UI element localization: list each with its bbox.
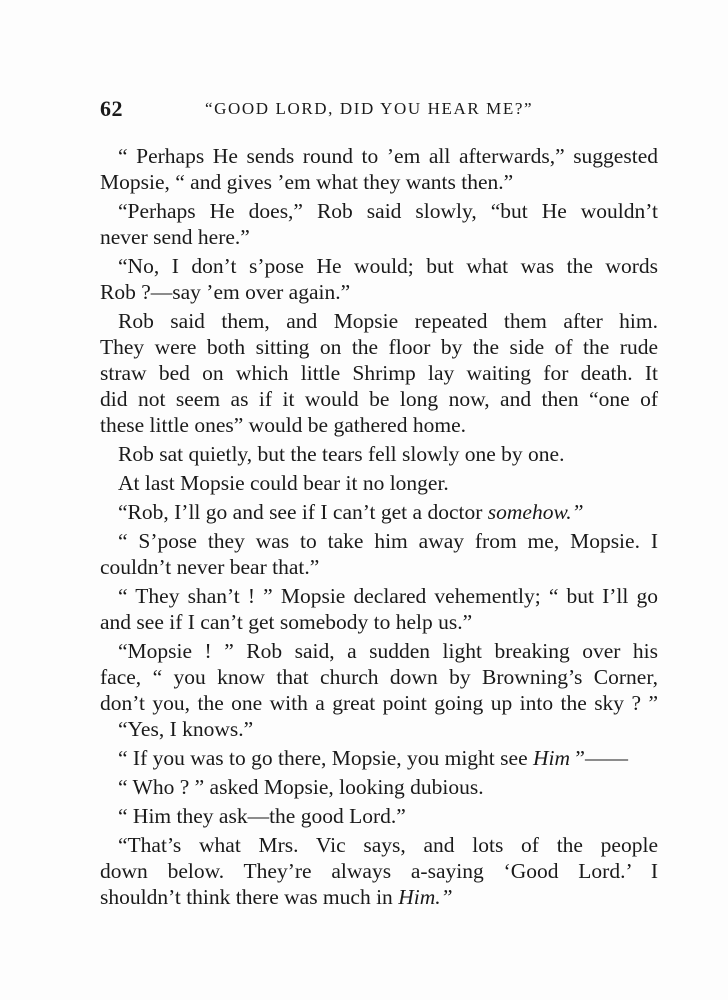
text-line: [100, 832, 658, 858]
text-line: [100, 198, 658, 224]
text-line-content: never send here.”: [100, 225, 250, 249]
text-line: [100, 253, 658, 279]
text-line-content: Rob ?—say ’em over again.”: [100, 280, 351, 304]
running-head: [100, 96, 660, 128]
text-line-content: “ They shan’t ! ” Mopsie declared vehemently; “ but I’ll go: [118, 584, 658, 608]
text-line: [100, 441, 658, 467]
text-line: [100, 334, 658, 360]
text-line: [100, 528, 658, 554]
text-line-content: “That’s what Mrs. Vic says, and lots of the people: [118, 833, 658, 857]
text-line: [100, 609, 658, 635]
text-line-content: “ Perhaps He sends round to ’em all afterwards,” suggested: [118, 144, 658, 168]
text-line-content: face, “ you know that church down by Browning’s Corner,: [100, 665, 658, 689]
text-line: [100, 858, 658, 884]
text-line: [100, 690, 658, 716]
text-line-content: “Rob, I’ll go and see if I can’t get a doctor: [118, 500, 488, 524]
italic-text: somehow.”: [487, 500, 584, 524]
text-line-content: down below. They’re always a-saying ‘Good Lord.’ I: [100, 859, 658, 883]
text-line-tail: ”——: [570, 746, 628, 770]
text-line-content: At last Mopsie could bear it no longer.: [118, 471, 449, 495]
text-line: [100, 664, 658, 690]
text-line: [100, 554, 658, 580]
text-line: [100, 745, 658, 771]
text-line-content: “No, I don’t s’pose He would; but what was the words: [118, 254, 658, 278]
text-line-content: Rob said them, and Mopsie repeated them after him.: [118, 309, 658, 333]
text-line: [100, 308, 658, 334]
text-line-content: Mopsie, “ and gives ’em what they wants then.”: [100, 170, 514, 194]
text-line: [100, 224, 658, 250]
text-line: [100, 279, 658, 305]
text-line-content: They were both sitting on the floor by the side of the rude: [100, 335, 658, 359]
text-line-content: did not seem as if it would be long now, and then “one of: [100, 387, 658, 411]
text-line-content: “Mopsie ! ” Rob said, a sudden light breaking over his: [118, 639, 658, 663]
text-line: [100, 499, 658, 525]
text-line: [100, 360, 658, 386]
body-text: [100, 143, 658, 913]
text-line-content: “Perhaps He does,” Rob said slowly, “but He wouldn’t: [118, 199, 658, 223]
text-line: [100, 774, 658, 800]
text-line: [100, 884, 658, 910]
text-line: [100, 386, 658, 412]
text-line-content: “Yes, I knows.”: [118, 717, 254, 741]
text-line-content: these little ones” would be gathered home.: [100, 413, 466, 437]
text-line: [100, 803, 658, 829]
text-line: [100, 638, 658, 664]
text-line-content: don’t you, the one with a great point going up into the sky ? ”: [100, 691, 658, 715]
text-line: [100, 412, 658, 438]
italic-text: Him.”: [398, 885, 453, 909]
text-line-content: “ Him they ask—the good Lord.”: [118, 804, 406, 828]
text-line: [100, 470, 658, 496]
text-line: [100, 169, 658, 195]
text-line-content: “ Who ? ” asked Mopsie, looking dubious.: [118, 775, 484, 799]
chapter-title: “GOOD LORD, DID YOU HEAR ME?”: [205, 99, 534, 118]
text-line-content: and see if I can’t get somebody to help us.”: [100, 610, 473, 634]
text-line-content: “ S’pose they was to take him away from me, Mopsie. I: [118, 529, 658, 553]
text-line-content: “ If you was to go there, Mopsie, you might see: [118, 746, 533, 770]
text-line: [100, 716, 658, 742]
page-number: 62: [100, 96, 123, 121]
text-line-content: straw bed on which little Shrimp lay waiting for death. It: [100, 361, 658, 385]
italic-text: Him: [533, 746, 571, 770]
text-line: [100, 583, 658, 609]
text-line-content: couldn’t never bear that.”: [100, 555, 320, 579]
text-line-content: shouldn’t think there was much in: [100, 885, 399, 909]
text-line-content: Rob sat quietly, but the tears fell slowly one by one.: [118, 442, 565, 466]
text-line: [100, 143, 658, 169]
